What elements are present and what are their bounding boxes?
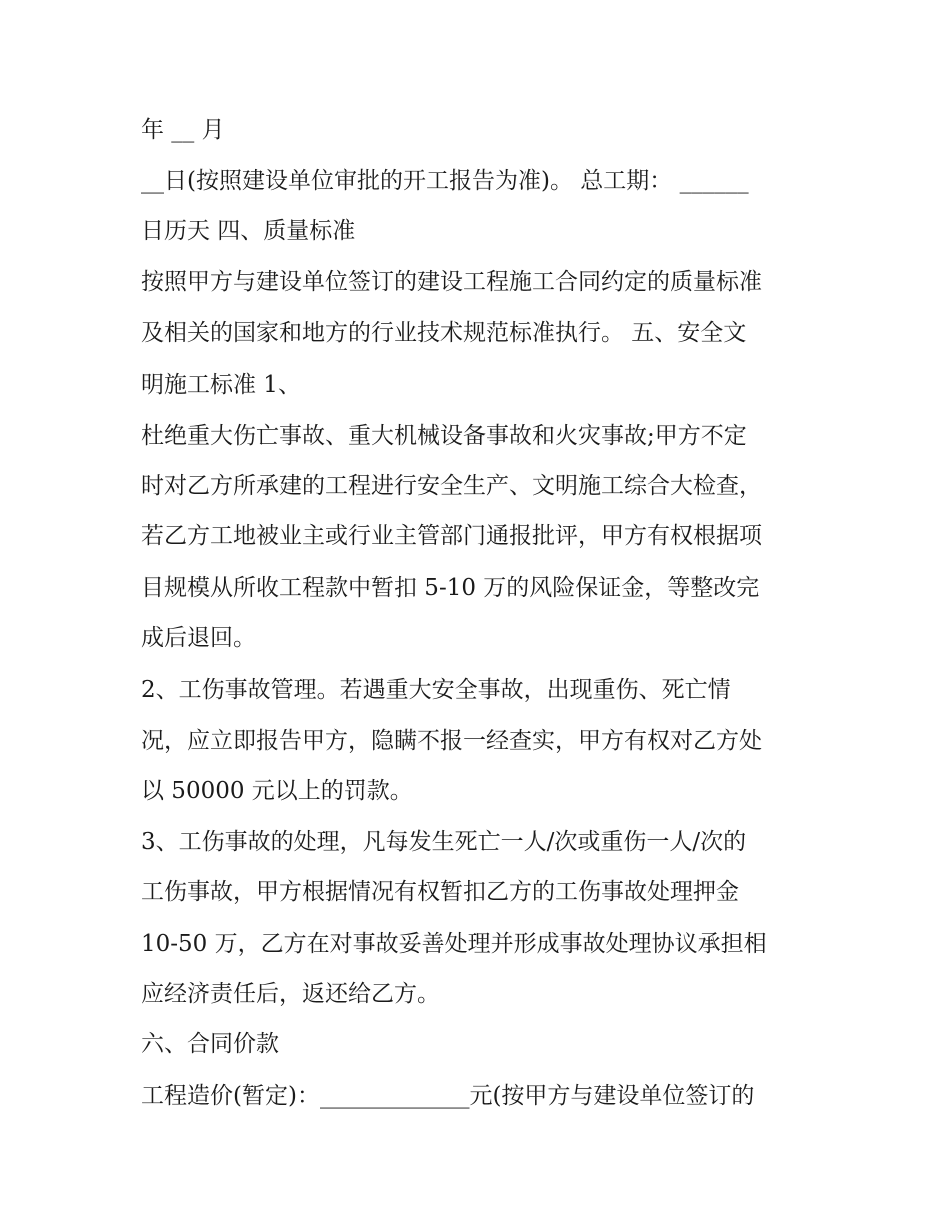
text-line: 按照甲方与建设单位签订的建设工程施工合同约定的质量标准: [141, 269, 762, 295]
text-line: 成后退回。: [141, 625, 256, 651]
text-line: 杜绝重大伤亡事故、重大机械设备事故和火灾事故;甲方不定: [141, 423, 747, 449]
text-line: 工程造价(暂定)：_____________元(按甲方与建设单位签订的: [141, 1083, 755, 1109]
text-line: 年 __ 月: [141, 117, 225, 143]
text-line: 3、工伤事故的处理，凡每发生死亡一人/次或重伤一人/次的: [141, 829, 747, 855]
text-line: 目规模从所收工程款中暂扣 5-10 万的风险保证金，等整改完: [141, 575, 760, 601]
text-line: 2、工伤事故管理。若遇重大安全事故，出现重伤、死亡情: [141, 677, 731, 703]
text-line: 工伤事故，甲方根据情况有权暂扣乙方的工伤事故处理押金: [141, 879, 739, 905]
text-line: __日(按照建设单位审批的开工报告为准)。 总工期： ______: [141, 168, 749, 194]
text-line: 若乙方工地被业主或行业主管部门通报批评，甲方有权根据项: [141, 523, 762, 549]
text-line: 明施工标准 1、: [141, 372, 301, 398]
text-line: 时对乙方所承建的工程进行安全生产、文明施工综合大检查，: [141, 473, 762, 499]
text-line: 及相关的国家和地方的行业技术规范标准执行。 五、安全文: [141, 320, 747, 346]
text-line: 应经济责任后，返还给乙方。: [141, 981, 440, 1007]
text-line: 日历天 四、质量标准: [141, 218, 356, 244]
text-line: 以 50000 元以上的罚款。: [141, 778, 413, 804]
text-line: 况，应立即报告甲方，隐瞒不报一经查实，甲方有权对乙方处: [141, 728, 762, 754]
section-heading: 六、合同价款: [141, 1031, 279, 1057]
text-line: 10-50 万，乙方在对事故妥善处理并形成事故处理协议承担相: [141, 931, 767, 957]
